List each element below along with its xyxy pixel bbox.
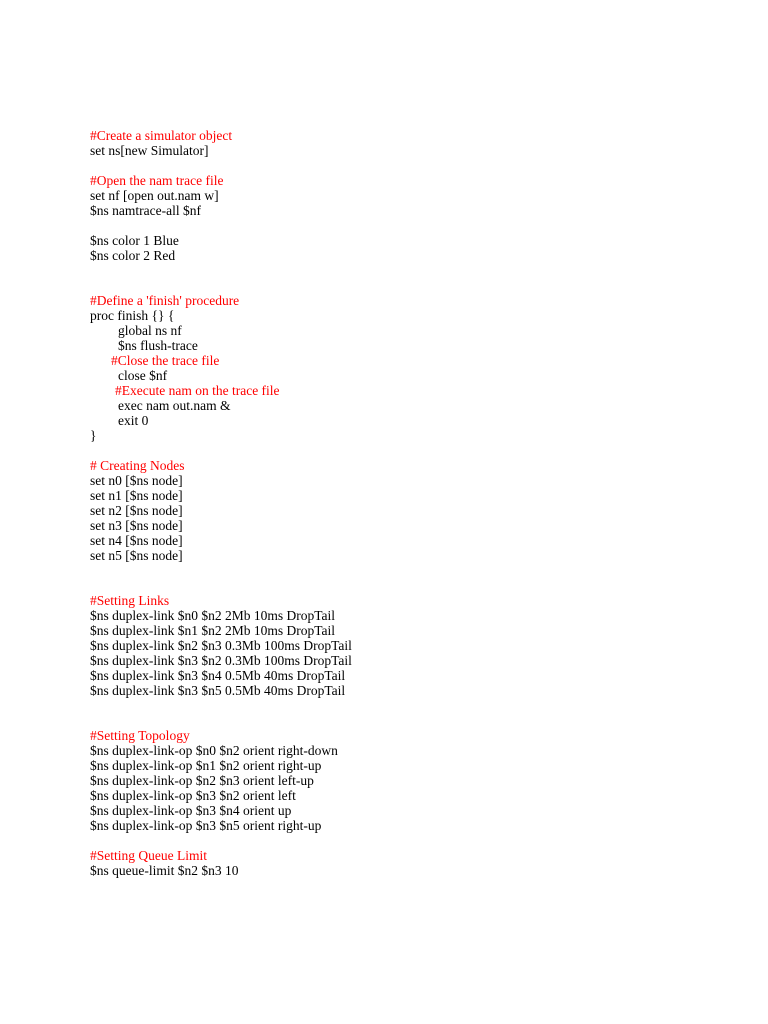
code-line: set nf [open out.nam w] [90,188,219,203]
code-line: $ns duplex-link-op $n3 $n4 orient up [90,803,292,818]
code-line: set n5 [$ns node] [90,548,183,563]
code-line: $ns duplex-link-op $n0 $n2 orient right-down [90,743,338,758]
comment-line: #Define a 'finish' procedure [90,293,240,308]
code-line: set n0 [$ns node] [90,473,183,488]
code-line: $ns flush-trace [118,338,198,353]
comment-line: # Creating Nodes [90,458,185,473]
comment-line: #Setting Links [90,593,170,608]
code-line: set n1 [$ns node] [90,488,183,503]
code-line: $ns duplex-link $n2 $n3 0.3Mb 100ms DropTail [90,638,352,653]
comment-line: #Setting Topology [90,728,190,743]
blank-line [90,578,730,593]
code-line: $ns duplex-link $n3 $n4 0.5Mb 40ms DropTail [90,668,346,683]
code-line: $ns duplex-link-op $n1 $n2 orient right-up [90,758,322,773]
blank-line [90,713,730,728]
blank-line [90,833,730,848]
blank-line [90,443,730,458]
code-line: $ns queue-limit $n2 $n3 10 [90,863,239,878]
blank-line [90,263,730,278]
code-line: } [90,428,97,443]
tcl-script-listing [90,128,730,878]
code-line: proc finish {} { [90,308,175,323]
code-line: exec nam out.nam & [118,398,231,413]
code-line: $ns duplex-link $n1 $n2 2Mb 10ms DropTail [90,623,336,638]
code-line: $ns duplex-link $n3 $n5 0.5Mb 40ms DropTail [90,683,346,698]
code-line: set n4 [$ns node] [90,533,183,548]
comment-line: #Execute nam on the trace file [115,383,280,398]
code-line: $ns color 1 Blue [90,233,179,248]
code-line: $ns color 2 Red [90,248,176,263]
code-line: $ns duplex-link-op $n3 $n2 orient left [90,788,296,803]
code-line: $ns duplex-link $n3 $n2 0.3Mb 100ms DropTail [90,653,352,668]
blank-line [90,158,730,173]
code-line: $ns namtrace-all $nf [90,203,201,218]
code-line: $ns duplex-link-op $n2 $n3 orient left-up [90,773,314,788]
comment-line: #Setting Queue Limit [90,848,207,863]
code-line: $ns duplex-link-op $n3 $n5 orient right-up [90,818,322,833]
comment-line: #Create a simulator object [90,128,233,143]
blank-line [90,698,730,713]
comment-line: #Close the trace file [111,353,220,368]
code-line: set n2 [$ns node] [90,503,183,518]
blank-line [90,218,730,233]
code-line: exit 0 [118,413,149,428]
code-line: set n3 [$ns node] [90,518,183,533]
comment-line: #Open the nam trace file [90,173,224,188]
code-line: $ns duplex-link $n0 $n2 2Mb 10ms DropTail [90,608,336,623]
blank-line [90,278,730,293]
code-line: global ns nf [118,323,182,338]
blank-line [90,563,730,578]
code-line: set ns[new Simulator] [90,143,209,158]
code-line: close $nf [118,368,168,383]
